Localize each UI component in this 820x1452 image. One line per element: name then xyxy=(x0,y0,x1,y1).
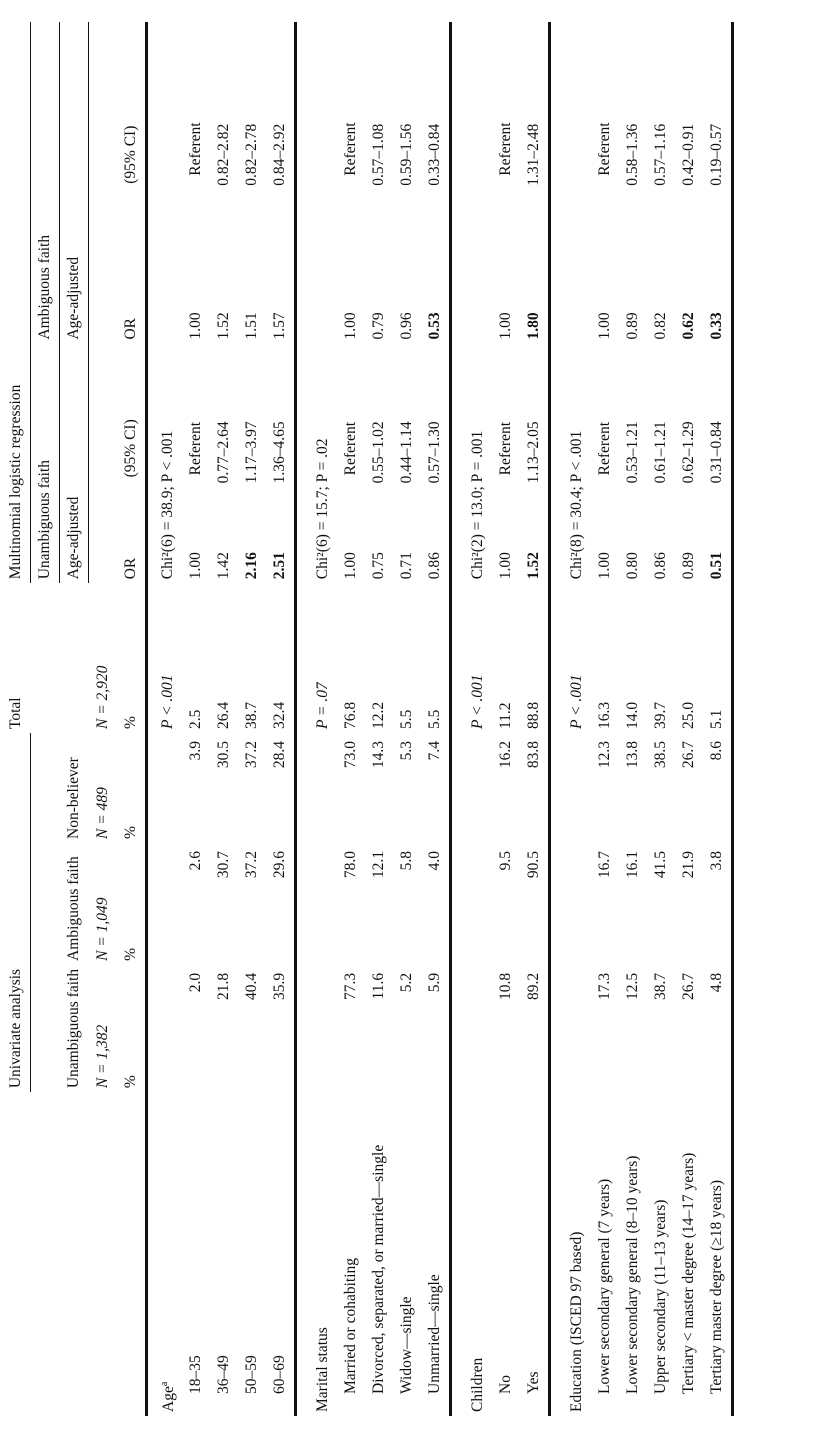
pct-total-cell: 16.3 xyxy=(596,701,614,730)
group-label-text: Marital status xyxy=(314,1327,332,1412)
header-row-3 xyxy=(60,22,89,1416)
ci-ambig-cell: 0.19–0.57 xyxy=(703,22,733,244)
pct-total-cell: 5.5 xyxy=(398,709,416,730)
pct-nonbel-cell: 38.5 xyxy=(652,741,670,769)
group-label-text: Education (ISCED 97 based) xyxy=(568,1231,586,1412)
ci-unambig-cell: 0.62–1.29 xyxy=(680,421,698,484)
table-row xyxy=(210,22,238,1416)
ci-unambig-cell: 1.13–2.05 xyxy=(525,421,543,484)
or-ambig-cell: 0.33 xyxy=(703,244,733,344)
ci-unambig-cell: 0.31–0.84 xyxy=(703,344,733,514)
or-unambig-cell: 1.42 xyxy=(215,552,233,580)
pct-nonbel-cell: 14.3 xyxy=(370,741,388,769)
pct-unambig-cell: 5.2 xyxy=(398,972,416,993)
pct-nonbel-cell: 7.4 xyxy=(426,741,444,761)
pct-total-cell: 25.0 xyxy=(680,701,698,730)
or-unambig-cell: 0.86 xyxy=(652,552,670,580)
ci-unambig-cell: 1.36–4.65 xyxy=(271,421,289,484)
empty-cell xyxy=(147,733,183,843)
pct-nonbel-cell: 8.6 xyxy=(703,733,733,843)
pct-ambig-cell: 12.1 xyxy=(370,850,388,879)
header-row-1 xyxy=(2,22,31,1416)
group-label xyxy=(147,1092,183,1416)
or-unambig-cell: 0.89 xyxy=(680,552,698,580)
pct-ambig-cell: 78.0 xyxy=(342,850,360,879)
ci-ambig-cell: 0.58–1.36 xyxy=(624,123,642,186)
col-ambig-n: N = 1,049 xyxy=(93,897,111,961)
col-nonbel-n: N = 489 xyxy=(93,787,111,839)
group-label xyxy=(451,1092,493,1416)
pct-nonbel-cell: 28.4 xyxy=(271,741,289,769)
ci-header-1: (95% CI) xyxy=(117,344,147,514)
pct-unambig-cell: 35.9 xyxy=(271,972,289,1001)
group-label-text: Children xyxy=(469,1357,487,1412)
pct-total-cell: 32.4 xyxy=(271,701,289,730)
or-ambig-cell: 1.57 xyxy=(271,312,289,340)
pct-unambig-cell: 12.5 xyxy=(624,972,642,1001)
pct-total-cell: 39.7 xyxy=(652,701,670,730)
table-row xyxy=(492,22,520,1416)
ci-unambig-cell: Referent xyxy=(187,422,205,476)
group-chi-square: Chi²(6) = 38.9; P < .001 xyxy=(159,430,177,580)
or-unambig-cell: 0.71 xyxy=(398,552,416,580)
ci-ambig-cell: Referent xyxy=(342,122,360,176)
pct-total-cell: 11.2 xyxy=(497,702,515,730)
age-adjusted-header-1: Age-adjusted xyxy=(60,344,89,584)
pct-ambig-cell: 9.5 xyxy=(497,850,515,871)
pct-ambig-cell: 16.7 xyxy=(596,850,614,879)
col-unambig-n: N = 1,382 xyxy=(93,1024,111,1089)
pct-total: % xyxy=(117,583,147,733)
pct-unambig-cell: 2.0 xyxy=(187,972,205,993)
row-label: 18–35 xyxy=(187,1355,205,1394)
ci-header-2: (95% CI) xyxy=(117,22,147,244)
pct-unambig-cell: 77.3 xyxy=(342,972,360,1001)
pct-total-cell: 5.5 xyxy=(426,709,444,730)
pct-ambig-cell: 37.2 xyxy=(243,850,261,879)
pct-ambig-cell: 5.8 xyxy=(398,850,416,871)
table-row xyxy=(365,22,393,1416)
or-ambig-cell: 0.62 xyxy=(680,312,698,340)
col-ambig: Ambiguous faith xyxy=(65,856,83,961)
ci-ambig-cell: 0.57–1.08 xyxy=(370,123,388,186)
ci-ambig-cell: 1.31–2.48 xyxy=(525,123,543,186)
or-unambig-cell: 1.00 xyxy=(497,552,515,580)
empty-cell xyxy=(550,733,592,843)
pct-unambig-cell: 5.9 xyxy=(426,972,444,993)
pct-ambig-cell: 2.6 xyxy=(187,850,205,871)
or-ambig-cell: 0.79 xyxy=(370,312,388,340)
row-label: Divorced, separated, or married—single xyxy=(370,1144,388,1394)
row-label: No xyxy=(497,1375,515,1394)
empty-cell xyxy=(296,22,338,244)
group-label xyxy=(296,1092,338,1416)
ci-unambig-cell: 0.61–1.21 xyxy=(652,421,670,484)
or-unambig-cell: 1.00 xyxy=(342,552,360,580)
table-row xyxy=(421,22,451,1416)
group-chi-square: Chi²(6) = 15.7; P = .02 xyxy=(296,344,338,584)
empty-cell xyxy=(147,843,183,965)
pct-ambig-cell: 21.9 xyxy=(680,850,698,879)
pct-unambig-cell: 17.3 xyxy=(596,972,614,1001)
empty-cell xyxy=(147,965,183,1092)
pct-unambig-cell: 40.4 xyxy=(243,972,261,1001)
ci-ambig-cell: 0.82–2.82 xyxy=(215,123,233,186)
group-label-text: Age xyxy=(159,1386,177,1412)
footnote-marker: a xyxy=(158,1381,170,1387)
pct-total-cell: 12.2 xyxy=(370,701,388,730)
or-unambig-cell: 1.52 xyxy=(525,552,543,580)
table-row xyxy=(647,22,675,1416)
pct-nonbel: % xyxy=(117,733,147,843)
ci-ambig-cell: Referent xyxy=(596,122,614,176)
row-label: Unmarried—single xyxy=(426,1274,444,1394)
empty-cell xyxy=(296,843,338,965)
table-row xyxy=(619,22,647,1416)
pct-unambig-cell: 11.6 xyxy=(370,972,388,1000)
table-row xyxy=(675,22,703,1416)
pct-unambig-cell: 10.8 xyxy=(497,972,515,1001)
ambiguous-faith-header: Ambiguous faith xyxy=(31,22,60,344)
ci-unambig-cell: Referent xyxy=(342,422,360,476)
pct-unambig-cell: 21.8 xyxy=(215,972,233,1001)
ci-unambig-cell: Referent xyxy=(497,422,515,476)
col-unambig: Unambiguous faith xyxy=(65,968,83,1089)
or-ambig-cell: 0.82 xyxy=(652,312,670,340)
ci-ambig-cell: 0.42–0.91 xyxy=(680,123,698,186)
header-row-5 xyxy=(117,22,147,1416)
pct-nonbel-cell: 83.8 xyxy=(525,741,543,769)
group-row xyxy=(147,22,183,1416)
ci-ambig-cell: 0.33–0.84 xyxy=(426,123,444,186)
results-table xyxy=(2,22,734,1416)
or-unambig-cell: 0.80 xyxy=(624,552,642,580)
row-label: Tertiary < master degree (14–17 years) xyxy=(680,1152,698,1394)
row-label: Lower secondary general (7 years) xyxy=(596,1178,614,1394)
empty-cell xyxy=(147,22,183,244)
pct-total-cell: 14.0 xyxy=(624,701,642,730)
pct-ambig-cell: 90.5 xyxy=(525,850,543,879)
col-nonbel: Non-believer xyxy=(65,757,83,839)
or-unambig-cell: 2.51 xyxy=(271,552,289,580)
or-unambig-cell: 1.00 xyxy=(187,552,205,580)
row-label: 36–49 xyxy=(215,1355,233,1394)
group-p-value: P = .07 xyxy=(296,583,338,733)
pct-ambig-cell: 41.5 xyxy=(652,850,670,879)
unambiguous-faith-header: Unambiguous faith xyxy=(31,344,60,584)
pct-unambig-cell: 89.2 xyxy=(525,972,543,1001)
ci-unambig-cell: 0.57–1.30 xyxy=(426,421,444,484)
or-unambig-cell: 1.00 xyxy=(596,552,614,580)
pct-nonbel-cell: 12.3 xyxy=(596,741,614,769)
empty-cell xyxy=(147,244,183,344)
or-unambig-cell: 0.86 xyxy=(426,552,444,580)
table-row xyxy=(520,22,550,1416)
table-row xyxy=(337,22,365,1416)
empty-cell xyxy=(451,22,493,244)
pct-nonbel-cell: 5.3 xyxy=(398,741,416,761)
or-header-1: OR xyxy=(117,513,147,583)
ci-unambig-cell: Referent xyxy=(596,422,614,476)
total-header: Total xyxy=(7,697,25,730)
pct-unambig-cell: 38.7 xyxy=(652,972,670,1001)
pct-ambig-cell: 29.6 xyxy=(271,850,289,879)
empty-cell xyxy=(296,965,338,1092)
or-unambig-cell: 0.51 xyxy=(703,513,733,583)
ci-unambig-cell: 0.44–1.14 xyxy=(398,421,416,484)
pct-total-cell: 2.5 xyxy=(187,709,205,730)
empty-cell xyxy=(451,244,493,344)
or-ambig-cell: 1.80 xyxy=(525,312,543,340)
or-ambig-cell: 1.51 xyxy=(243,312,261,340)
row-label: Lower secondary general (8–10 years) xyxy=(624,1155,642,1394)
empty-cell xyxy=(451,843,493,965)
col-total-n: N = 2,920 xyxy=(93,665,111,730)
pct-ambig-cell: 30.7 xyxy=(215,850,233,879)
mlr-header: Multinomial logistic regression xyxy=(2,22,31,583)
empty-cell xyxy=(550,22,592,244)
or-ambig-cell: 1.52 xyxy=(215,312,233,340)
row-label: 60–69 xyxy=(271,1355,289,1394)
univariate-header: Univariate analysis xyxy=(2,733,31,1092)
ci-ambig-cell: Referent xyxy=(187,122,205,176)
table-row xyxy=(703,22,733,1416)
pct-total-cell: 26.4 xyxy=(215,701,233,730)
ci-ambig-cell: 0.82–2.78 xyxy=(243,123,261,186)
pct-nonbel-cell: 37.2 xyxy=(243,741,261,769)
ci-ambig-cell: Referent xyxy=(497,122,515,176)
ci-unambig-cell: 0.55–1.02 xyxy=(370,421,388,484)
table-row xyxy=(266,22,296,1416)
row-label: 50–59 xyxy=(243,1355,261,1394)
header-row-2 xyxy=(31,22,60,1416)
or-ambig-cell: 1.00 xyxy=(596,312,614,340)
group-row xyxy=(451,22,493,1416)
pct-nonbel-cell: 26.7 xyxy=(680,741,698,769)
header-row-4 xyxy=(89,22,118,1416)
pct-unambig-cell: 26.7 xyxy=(680,972,698,1001)
group-chi-square: Chi²(2) = 13.0; P = .001 xyxy=(451,344,493,584)
pct-total-cell: 38.7 xyxy=(243,701,261,730)
pct-unambig-cell: 4.8 xyxy=(703,965,733,1092)
ci-unambig-cell: 0.77–2.64 xyxy=(215,421,233,484)
table-row xyxy=(182,22,210,1416)
pct-nonbel-cell: 16.2 xyxy=(497,741,515,769)
group-row xyxy=(296,22,338,1416)
table-row xyxy=(238,22,266,1416)
row-label: Married or cohabiting xyxy=(342,1257,360,1394)
pct-unambig: % xyxy=(117,965,147,1092)
or-ambig-cell: 1.00 xyxy=(497,312,515,340)
empty-cell xyxy=(451,733,493,843)
or-header-2: OR xyxy=(117,244,147,344)
empty-cell xyxy=(296,733,338,843)
ci-ambig-cell: 0.59–1.56 xyxy=(398,123,416,186)
empty-cell xyxy=(550,965,592,1092)
or-unambig-cell: 0.75 xyxy=(370,552,388,580)
or-ambig-cell: 1.00 xyxy=(187,312,205,340)
or-ambig-cell: 0.53 xyxy=(426,312,444,340)
or-ambig-cell: 0.96 xyxy=(398,312,416,340)
pct-ambig: % xyxy=(117,843,147,965)
group-p-value: P < .001 xyxy=(550,583,592,733)
ci-ambig-cell: 0.57–1.16 xyxy=(652,123,670,186)
ci-unambig-cell: 0.53–1.21 xyxy=(624,421,642,484)
group-label xyxy=(550,1092,592,1416)
pct-ambig-cell: 4.0 xyxy=(426,850,444,871)
empty-cell xyxy=(296,244,338,344)
pct-nonbel-cell: 30.5 xyxy=(215,741,233,769)
or-unambig-cell: 2.16 xyxy=(243,552,261,580)
pct-total-cell: 76.8 xyxy=(342,701,360,730)
group-chi-square: Chi²(8) = 30.4; P < .001 xyxy=(550,344,592,584)
empty-cell xyxy=(451,965,493,1092)
pct-nonbel-cell: 3.9 xyxy=(187,741,205,761)
ci-unambig-cell: 1.17–3.97 xyxy=(243,421,261,484)
group-p-value: P < .001 xyxy=(451,583,493,733)
group-p-value: P < .001 xyxy=(159,674,177,730)
or-ambig-cell: 0.89 xyxy=(624,312,642,340)
or-ambig-cell: 1.00 xyxy=(342,312,360,340)
empty-cell xyxy=(550,843,592,965)
row-label: Widow—single xyxy=(398,1296,416,1394)
pct-ambig-cell: 16.1 xyxy=(624,850,642,879)
empty-cell xyxy=(550,244,592,344)
table-row xyxy=(393,22,421,1416)
ci-ambig-cell: 0.84–2.92 xyxy=(271,123,289,186)
row-label: Yes xyxy=(525,1371,543,1394)
group-row xyxy=(550,22,592,1416)
row-label: Tertiary master degree (≥18 years) xyxy=(703,1092,733,1416)
row-label: Upper secondary (11–13 years) xyxy=(652,1199,670,1394)
pct-nonbel-cell: 13.8 xyxy=(624,741,642,769)
age-adjusted-header-2: Age-adjusted xyxy=(60,22,89,344)
pct-ambig-cell: 3.8 xyxy=(703,843,733,965)
table-row xyxy=(591,22,619,1416)
pct-total-cell: 88.8 xyxy=(525,701,543,730)
pct-total-cell: 5.1 xyxy=(703,583,733,733)
pct-nonbel-cell: 73.0 xyxy=(342,741,360,769)
